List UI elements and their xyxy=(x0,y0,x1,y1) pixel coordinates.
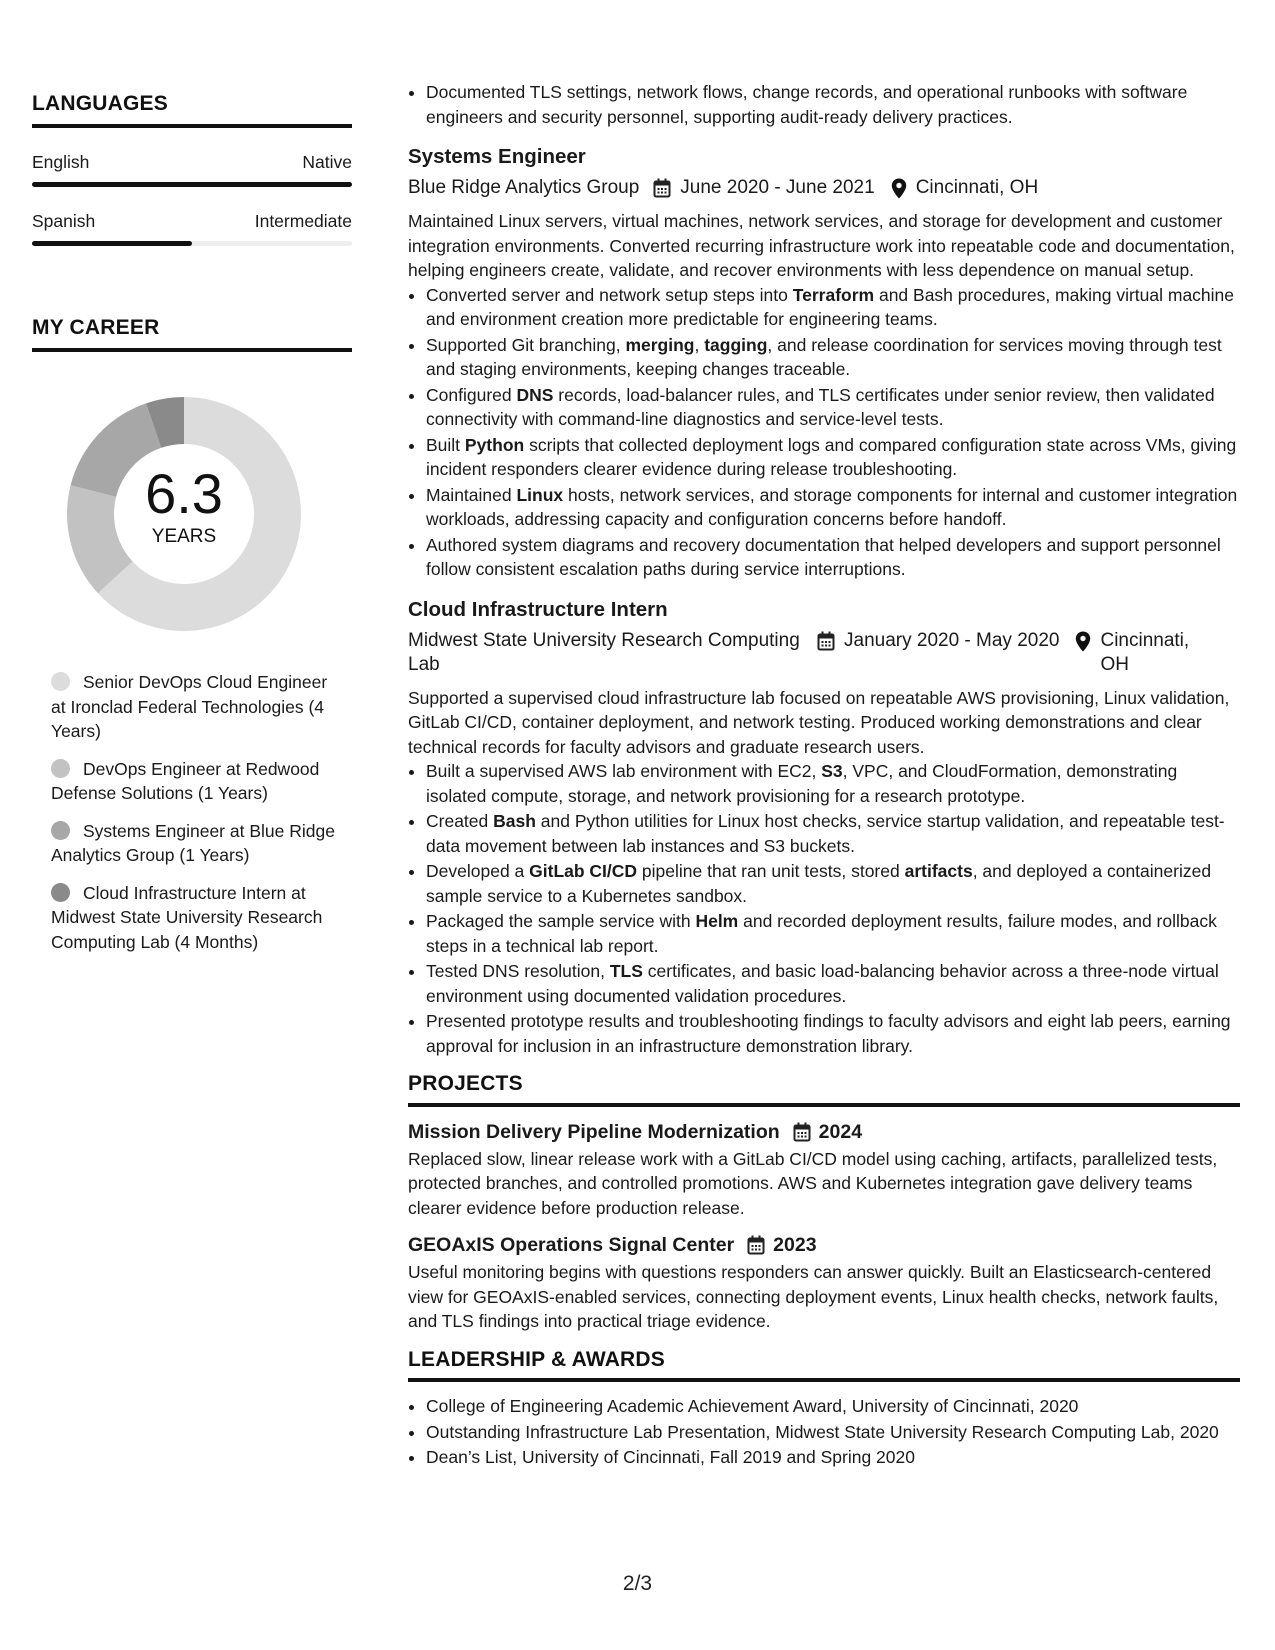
company-name: Blue Ridge Analytics Group xyxy=(408,177,640,198)
bullet-item: • Authored system diagrams and recovery documentation that helped developers and support personnel follow consistent escalation paths during service interruptions. xyxy=(426,533,1240,582)
career-legend xyxy=(51,670,352,954)
legend-swatch xyxy=(51,883,70,902)
donut-center xyxy=(54,462,314,548)
bullet-item: • Documented TLS settings, network flows, change records, and operational runbooks with software engineers and security personnel, supporting audit-ready delivery practices. xyxy=(426,80,1240,129)
legend-swatch xyxy=(51,821,70,840)
projects-section xyxy=(408,1072,1240,1334)
languages-list xyxy=(32,152,352,246)
project-entry xyxy=(408,1119,1240,1221)
bullet-item: • Created Bash and Python utilities for Linux host checks, service startup validation, and repeatable test-data movement between lab instances and S3 buckets. xyxy=(426,809,1240,858)
bullet-item: • Presented prototype results and troubleshooting findings to faculty advisors and eight lab peers, earning approval for inclusion in an infrastructure demonstration library. xyxy=(426,1009,1240,1058)
project-entry xyxy=(408,1232,1240,1334)
project-description: Replaced slow, linear release work with a GitLab CI/CD model using caching, artifacts, parallelized tests, protected branches, and controlled promotions. AWS and Kubernetes integration gave delivery teams clearer evidence before production release. xyxy=(408,1148,1218,1218)
language-proficiency-bar xyxy=(32,182,352,187)
legend-item xyxy=(51,881,336,955)
project-description: Useful monitoring begins with questions responders can answer quickly. Built an Elasticsearch-centered view for GEOAxIS-enabled services, connecting deployment events, Linux health checks, network faults, and TLS findings into practical triage evidence. xyxy=(408,1262,1219,1331)
job-bullets xyxy=(408,283,1240,582)
award-item: • Outstanding Infrastructure Lab Presentation, Midwest State University Research Computing Lab, 2020 xyxy=(426,1420,1240,1445)
project-title-row xyxy=(408,1232,1240,1258)
language-level: Native xyxy=(302,152,352,172)
language-proficiency-fill xyxy=(32,241,192,246)
project-name: GEOAxIS Operations Signal Center xyxy=(408,1234,735,1256)
legend-swatch xyxy=(51,672,70,691)
project-title-row xyxy=(408,1119,1240,1145)
language-name: English xyxy=(32,152,90,172)
language-row xyxy=(32,211,352,232)
legend-label: Systems Engineer at Blue Ridge Analytics Group (1 Years) xyxy=(51,820,335,865)
legend-item xyxy=(51,819,336,868)
map-pin-icon xyxy=(1075,631,1091,652)
languages-heading: LANGUAGES xyxy=(32,92,352,128)
legend-label: DevOps Engineer at Redwood Defense Solutions (1 Years) xyxy=(51,758,320,803)
language-proficiency-bar xyxy=(32,241,352,246)
award-item: • College of Engineering Academic Achievement Award, University of Cincinnati, 2020 xyxy=(426,1394,1240,1419)
calendar-icon xyxy=(747,1235,765,1255)
legend-label: Cloud Infrastructure Intern at Midwest State University Research Computing Lab (4 Months) xyxy=(51,882,323,952)
bullet-item: • Converted server and network setup steps into Terraform and Bash procedures, making virtual machine and environment creation more predictable for engineering teams. xyxy=(426,283,1240,332)
calendar-icon xyxy=(653,178,671,198)
career-total-unit: YEARS xyxy=(151,526,217,547)
job-bullets xyxy=(408,759,1240,1058)
career-donut-chart xyxy=(54,384,314,644)
bullet-item: • Packaged the sample service with Helm and recorded deployment results, failure modes, and rollback steps in a technical lab report. xyxy=(426,909,1240,958)
leadership-section xyxy=(408,1348,1240,1470)
projects-list xyxy=(408,1119,1240,1334)
leadership-heading: LEADERSHIP & AWARDS xyxy=(408,1348,1240,1383)
career-total-years: 6.3 xyxy=(145,462,223,525)
leadership-list xyxy=(408,1394,1240,1470)
project-year: 2023 xyxy=(773,1234,817,1256)
job-entry xyxy=(408,596,1240,1059)
job-summary: Supported a supervised cloud infrastructure lab focused on repeatable AWS provisioning, Linux validation, GitLab CI/CD, container deployment, and network testing. Produced working demonstrations and clear technical records for faculty advisors and graduate research users. xyxy=(408,687,1230,757)
legend-item xyxy=(51,670,336,744)
job-meta xyxy=(408,629,1240,677)
job-location: Cincinnati, OH xyxy=(1100,629,1190,675)
project-name: Mission Delivery Pipeline Modernization xyxy=(408,1120,780,1143)
language-level: Intermediate xyxy=(254,211,352,231)
award-item: • Dean’s List, University of Cincinnati, Fall 2019 and Spring 2020 xyxy=(426,1445,1240,1470)
job-title: Cloud Infrastructure Intern xyxy=(408,597,668,621)
bullet-item: • Developed a GitLab CI/CD pipeline that ran unit tests, stored artifacts, and deployed a containerized sample service to a Kubernetes sandbox. xyxy=(426,859,1240,908)
projects-heading: PROJECTS xyxy=(408,1072,1240,1107)
job-location: Cincinnati, OH xyxy=(915,177,1039,198)
language-row xyxy=(32,152,352,173)
bullet-item: • Supported Git branching, merging, tagging, and release coordination for services moving through test and staging environments, keeping changes traceable. xyxy=(426,333,1240,382)
calendar-icon xyxy=(793,1122,811,1142)
main-content xyxy=(408,80,1240,1471)
company-name: Midwest State University Research Computing Lab xyxy=(408,629,800,675)
job-dates: January 2020 - May 2020 xyxy=(844,629,1060,651)
job-entry xyxy=(408,143,1240,582)
language-proficiency-fill xyxy=(32,182,352,187)
job-summary: Maintained Linux servers, virtual machines, network services, and storage for development and customer integration environments. Converted recurring infrastructure work into repeatable code and documentation, helping engineers create, validate, and recover environments with less dependence on manual setup. xyxy=(408,211,1235,280)
bullet-item: • Built a supervised AWS lab environment with EC2, S3, VPC, and CloudFormation, demonstrating isolated compute, storage, and network provisioning for a research prototype. xyxy=(426,759,1240,808)
calendar-icon xyxy=(817,631,835,651)
bullet-item: • Configured DNS records, load-balancer rules, and TLS certificates under senior review, then validated connectivity with command-line diagnostics and service-level tests. xyxy=(426,383,1240,432)
bullet-item: • Maintained Linux hosts, network services, and storage components for internal and customer integration workloads, addressing capacity and configuration concerns before handoff. xyxy=(426,483,1240,532)
previous-job-bullets xyxy=(408,80,1240,129)
bullet-item: • Tested DNS resolution, TLS certificates, and basic load-balancing behavior across a three-node virtual environment using documented validation procedures. xyxy=(426,959,1240,1008)
sidebar xyxy=(32,92,352,967)
language-name: Spanish xyxy=(32,211,96,231)
legend-label: Senior DevOps Cloud Engineer at Ironclad Federal Technologies (4 Years) xyxy=(51,672,328,741)
map-pin-icon xyxy=(891,178,907,199)
legend-swatch xyxy=(51,759,70,778)
career-heading: MY CAREER xyxy=(32,316,352,352)
job-dates: June 2020 - June 2021 xyxy=(680,177,875,198)
page-number: 2/3 xyxy=(622,1572,653,1595)
job-title: Systems Engineer xyxy=(408,145,586,168)
legend-item xyxy=(51,757,336,806)
experience-list xyxy=(408,143,1240,1058)
bullet-item: • Built Python scripts that collected deployment logs and compared configuration state across VMs, giving incident responders clearer evidence during release troubleshooting. xyxy=(426,433,1240,482)
project-year: 2024 xyxy=(818,1120,863,1143)
job-meta xyxy=(408,176,1240,200)
